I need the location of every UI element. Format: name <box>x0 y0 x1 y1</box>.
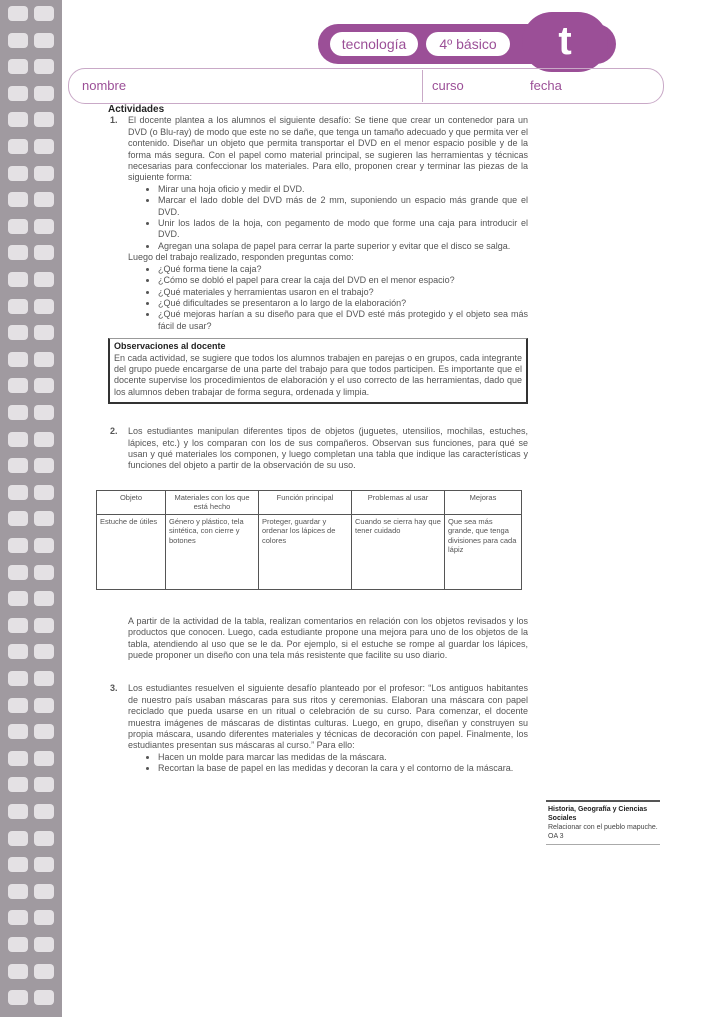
binder-hole <box>8 964 28 979</box>
binder-hole <box>34 777 54 792</box>
binder-hole <box>8 405 28 420</box>
binder-hole <box>8 432 28 447</box>
subject-logo: t <box>522 12 608 72</box>
binder-hole <box>8 618 28 633</box>
binder-hole <box>34 751 54 766</box>
table-header-cell: Materiales con los que está hecho <box>166 490 259 514</box>
binder-hole <box>34 485 54 500</box>
activity-2-text: Los estudiantes manipulan diferentes tipos de objetos (juguetes, utensilios, mochilas, estuches, lápices, etc.) y los comparan con los de sus compañeros. Observan sus funciones, para qué se usan y qué materiales los componen, y luego completan una tabla que indique las características y funciones del objeto a partir de la observación de su uso. <box>128 426 528 471</box>
table-row <box>97 514 522 589</box>
binder-hole <box>8 831 28 846</box>
binder-hole <box>8 990 28 1005</box>
field-divider <box>422 70 423 102</box>
binder-hole <box>8 33 28 48</box>
date-field-label: fecha <box>530 78 562 93</box>
binder-hole <box>34 166 54 181</box>
list-item: • Hacen un molde para marcar las medidas de la máscara. <box>158 752 528 763</box>
binder-hole <box>8 591 28 606</box>
binder-hole <box>8 671 28 686</box>
binder-hole <box>8 59 28 74</box>
list-item: • Unir los lados de la hoja, con pegamento de modo que forme una caja para introducir el DVD. <box>158 218 528 241</box>
binder-hole <box>34 219 54 234</box>
activity-2-number: 2. <box>110 426 118 437</box>
binder-hole <box>8 166 28 181</box>
binder-hole <box>34 511 54 526</box>
binder-hole <box>34 671 54 686</box>
binder-hole <box>34 804 54 819</box>
worksheet-body <box>100 104 528 775</box>
binder-hole <box>8 325 28 340</box>
binder-hole <box>8 299 28 314</box>
binder-hole <box>8 112 28 127</box>
binder-hole <box>8 937 28 952</box>
binder-hole <box>8 219 28 234</box>
list-item: • ¿Qué mejoras harían a su diseño para que el DVD esté más protegido y el objeto sea más fácil de usar? <box>158 309 528 332</box>
binder-hole <box>8 857 28 872</box>
binder-hole <box>34 6 54 21</box>
activity-1-steps <box>128 184 528 252</box>
table-cell: Estuche de útiles <box>97 514 166 589</box>
activity-3 <box>108 683 528 774</box>
binder-hole <box>34 565 54 580</box>
binder-hole <box>8 245 28 260</box>
activity-3-text: Los estudiantes resuelven el siguiente desafío planteado por el profesor: “Los antiguos habitantes de nuestro país usaban máscaras para sus ritos y ceremonias. Elaboran una máscara con papel reciclado que pueda usarse en un ritual o celebración de su curso. Para comenzar, el docente muestra imágenes de máscaras de distintas culturas. Luego, en grupo, diseñan y construyen su propia máscara, usando diferentes materiales y técnicas de decoración con papel. Finalmente, los estudiantes presentan sus máscaras al curso.” Para ello: <box>128 683 528 751</box>
teacher-observation-box <box>108 338 528 404</box>
binder-hole <box>8 6 28 21</box>
observation-title: Observaciones al docente <box>114 341 226 352</box>
binder-hole <box>34 432 54 447</box>
binder-hole <box>34 644 54 659</box>
binder-hole <box>34 857 54 872</box>
binder-hole <box>34 964 54 979</box>
binder-hole <box>8 272 28 287</box>
table-cell: Cuando se cierra hay que tener cuidado <box>352 514 445 589</box>
binder-hole <box>34 299 54 314</box>
binder-hole <box>34 831 54 846</box>
object-analysis-table <box>96 490 522 590</box>
binder-hole <box>8 538 28 553</box>
activity-2 <box>108 426 528 472</box>
binder-hole <box>34 405 54 420</box>
binder-hole <box>34 378 54 393</box>
binder-hole <box>8 352 28 367</box>
binder-hole <box>34 591 54 606</box>
sidebar-note-text: Relacionar con el pueblo mapuche. OA 3 <box>548 824 658 840</box>
binder-hole <box>34 538 54 553</box>
binder-hole <box>8 139 28 154</box>
binder-hole <box>8 698 28 713</box>
activity-1-number: 1. <box>110 115 118 126</box>
activity-3-number: 3. <box>110 683 118 694</box>
binder-hole <box>8 804 28 819</box>
list-item: • Marcar el lado doble del DVD más de 2 mm, suponiendo un espacio más grande que el DVD. <box>158 195 528 218</box>
table-header-cell: Función principal <box>259 490 352 514</box>
binder-hole <box>34 910 54 925</box>
name-field-label: nombre <box>82 78 127 93</box>
binder-hole <box>8 565 28 580</box>
binder-hole <box>34 192 54 207</box>
activity-2-followup: A partir de la actividad de la tabla, realizan comentarios en relación con los objetos revisados y los productos que conocen. Luego, cada estudiante propone una mejora para uno de los objetos de la tabla, atendiendo al uso que se le da. Por ejemplo, si el estuche se rompe al guardar los lápices, puede proponer un diseño con una tela más resistente que facilite su uso diario. <box>128 615 528 660</box>
grade-label: 4º básico <box>426 32 510 56</box>
list-item: • ¿Qué materiales y herramientas usaron en el trabajo? <box>158 287 528 298</box>
binder-hole <box>8 458 28 473</box>
binder-hole <box>8 485 28 500</box>
sidebar-note-title: Historia, Geografía y Ciencias Sociales <box>548 806 648 822</box>
table-cell: Proteger, guardar y ordenar los lápices de colores <box>259 514 352 589</box>
binder-hole <box>8 777 28 792</box>
binder-hole <box>8 724 28 739</box>
binder-hole <box>8 378 28 393</box>
activity-1 <box>108 115 528 332</box>
section-title: Actividades <box>108 104 165 115</box>
binder-hole <box>8 884 28 899</box>
binder-hole <box>8 192 28 207</box>
table-header-row <box>97 490 522 514</box>
activity-3-steps <box>128 752 528 775</box>
observation-text: En cada actividad, se sugiere que todos los alumnos trabajen en parejas o en grupos, cada integrante del grupo puede encargarse de una parte del trabajo para que todos participen. Es importante que el docente supervise los procedimientos de elaboración y el uso correcto de las herramientas, dado que los alumnos deben trabajar de forma segura, ordenada y limpia. <box>114 352 522 397</box>
binder-hole <box>34 325 54 340</box>
binder-hole <box>34 352 54 367</box>
binder-hole <box>34 937 54 952</box>
binder-hole <box>8 86 28 101</box>
binder-hole <box>34 59 54 74</box>
table-header-cell: Objeto <box>97 490 166 514</box>
binder-hole <box>34 245 54 260</box>
table-header-cell: Mejoras <box>445 490 522 514</box>
binder-hole <box>8 751 28 766</box>
activity-1-questions <box>128 264 528 332</box>
student-info-bar <box>68 68 664 104</box>
binder-hole <box>34 139 54 154</box>
binder-hole <box>8 511 28 526</box>
binder-hole <box>8 910 28 925</box>
list-item: • Mirar una hoja oficio y medir el DVD. <box>158 184 528 195</box>
list-item: • ¿Qué dificultades se presentaron a lo largo de la elaboración? <box>158 298 528 309</box>
binder-hole <box>34 698 54 713</box>
cross-curricular-note <box>546 800 660 845</box>
course-field-label: curso <box>432 78 464 93</box>
binder-hole <box>34 112 54 127</box>
binder-hole <box>34 990 54 1005</box>
list-item: • ¿Cómo se dobló el papel para crear la caja del DVD en el menor espacio? <box>158 275 528 286</box>
list-item: • Recortan la base de papel en las medidas y decoran la cara y el contorno de la máscara. <box>158 763 528 774</box>
binder-hole <box>34 33 54 48</box>
table-header-cell: Problemas al usar <box>352 490 445 514</box>
binder-hole <box>34 724 54 739</box>
binder-hole <box>34 86 54 101</box>
binder-hole <box>34 884 54 899</box>
table-cell: Género y plástico, tela sintética, con cierre y botones <box>166 514 259 589</box>
binder-hole <box>34 458 54 473</box>
binder-hole <box>8 644 28 659</box>
activity-1-intro: El docente plantea a los alumnos el siguiente desafío: Se tiene que crear un contenedor para un DVD (o Blu-ray) de modo que este no se dañe, que tenga un tamaño adecuado y que permita ver el contenido. Diseñar un objeto que permita transportar el DVD en el menor espacio posible y de la forma más segura. Con el papel como material principal, se sugieren las herramientas y técnicas necesarias para confeccionar los materiales. Para ello, proponen crear y terminar las piezas de la siguiente forma: <box>128 115 528 183</box>
subject-label: tecnología <box>330 32 418 56</box>
activity-1-questions-intro: Luego del trabajo realizado, responden preguntas como: <box>128 252 354 263</box>
list-item: • Agregan una solapa de papel para cerrar la parte superior y evitar que el disco se salga. <box>158 241 528 252</box>
binder-hole <box>34 272 54 287</box>
list-item: • ¿Qué forma tiene la caja? <box>158 264 528 275</box>
binder-hole <box>34 618 54 633</box>
table-cell: Que sea más grande, que tenga divisiones para cada lápiz <box>445 514 522 589</box>
